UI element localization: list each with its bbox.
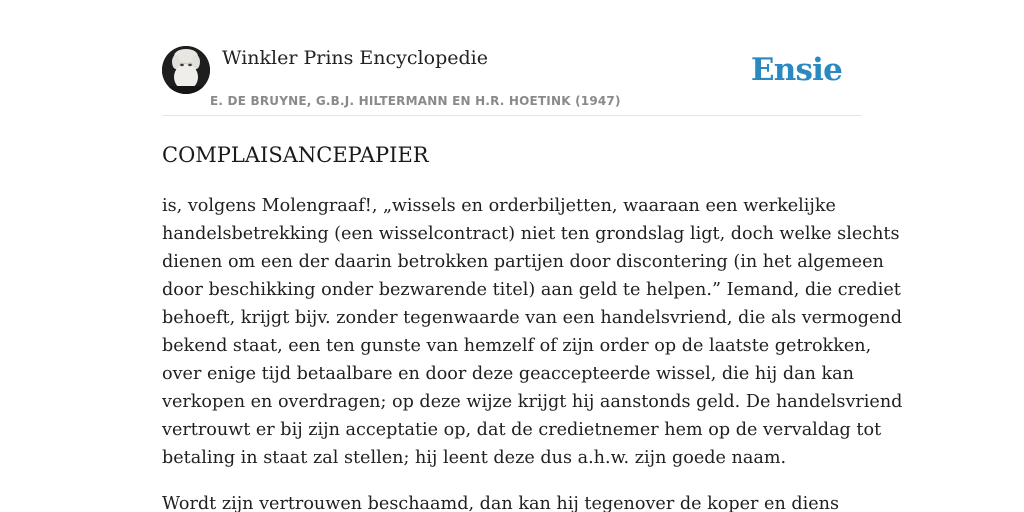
source-header [162,46,862,116]
paragraph-1 [162,192,903,472]
text-line: dienen om een der daarin betrokken partijen door discontering (in het algemeen [162,252,884,272]
text-line: is, volgens Molengraaf!, „wissels en orderbiljetten, waaraan een werkelijke [162,196,836,216]
text-line: handelsbetrekking (een wisselcontract) niet ten grondslag ligt, doch welke slechts [162,224,900,244]
text-line: vertrouwt er bij zijn acceptatie op, dat de credietnemer hem op de vervaldag tot [162,420,882,440]
text-line: bekend staat, een ten gunste van hemzelf of zijn order op de laatste getrokken, [162,336,872,356]
portrait-photo-icon [162,46,210,94]
paragraph-2 [162,490,862,512]
source-title[interactable]: Winkler Prins Encyclopedie [222,47,488,69]
text-line: door beschikking onder bezwarende titel) aan geld te helpen.” Iemand, die crediet [162,280,901,300]
entry-body [162,192,903,512]
source-avatar[interactable] [162,46,210,94]
ensie-logo[interactable]: Ensie [750,52,842,88]
entry-title: COMPLAISANCEPAPIER [162,143,429,167]
text-line: verkopen en overdragen; op deze wijze krijgt hij aanstonds geld. De handelsvriend [162,392,903,412]
text-line: Wordt zijn vertrouwen beschaamd, dan kan hij tegenover de koper en diens [162,494,840,512]
text-line: betaling in staat zal stellen; hij leent deze dus a.h.w. zijn goede naam. [162,448,787,468]
text-line: over enige tijd betaalbare en door deze geaccepteerde wissel, die hij dan kan [162,364,854,384]
source-authors: E. DE BRUYNE, G.B.J. HILTERMANN EN H.R. HOETINK (1947) [210,94,621,108]
text-line: behoeft, krijgt bijv. zonder tegenwaarde van een handelsvriend, die als vermogend [162,308,902,328]
